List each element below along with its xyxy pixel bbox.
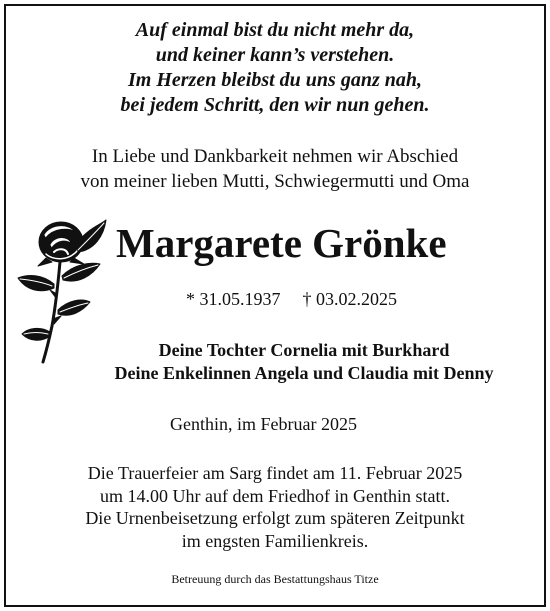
- undertaker-credit: Betreuung durch das Bestattungshaus Titze: [171, 572, 379, 586]
- death-date: † 03.02.2025: [302, 289, 397, 309]
- service-line: Die Trauerfeier am Sarg findet am 11. Februar 2025: [87, 463, 463, 483]
- poem-line: Auf einmal bist du nicht mehr da,: [135, 19, 415, 41]
- poem-line: Im Herzen bleibst du uns ganz nah,: [128, 69, 422, 91]
- intro-line: In Liebe und Dankbarkeit nehmen wir Abschied: [91, 146, 459, 167]
- service-line: Die Urnenbeisetzung erfolgt zum späteren Zeitpunkt: [85, 508, 465, 528]
- service-line: um 14.00 Uhr auf dem Friedhof in Genthin statt.: [100, 485, 450, 506]
- mourners-list: [0, 339, 550, 385]
- life-dates: [186, 288, 397, 310]
- service-info: [0, 462, 550, 552]
- poem-line: und keiner kann’s verstehen.: [155, 44, 395, 66]
- mourner-line: Deine Tochter Cornelia mit Burkhard: [158, 340, 450, 360]
- place-date: Genthin, im Februar 2025: [170, 414, 357, 434]
- memorial-poem: [0, 18, 550, 118]
- farewell-intro: [0, 144, 550, 194]
- poem-line: bei jedem Schritt, den wir nun gehen.: [120, 94, 430, 116]
- mourner-line: Deine Enkelinnen Angela und Claudia mit Denny: [114, 363, 494, 383]
- intro-line: von meiner lieben Mutti, Schwiegermutti und Oma: [80, 171, 470, 192]
- birth-date: * 31.05.1937: [186, 289, 281, 309]
- deceased-name: Margarete Grönke: [116, 220, 447, 266]
- service-line: im engsten Familienkreis.: [181, 530, 369, 551]
